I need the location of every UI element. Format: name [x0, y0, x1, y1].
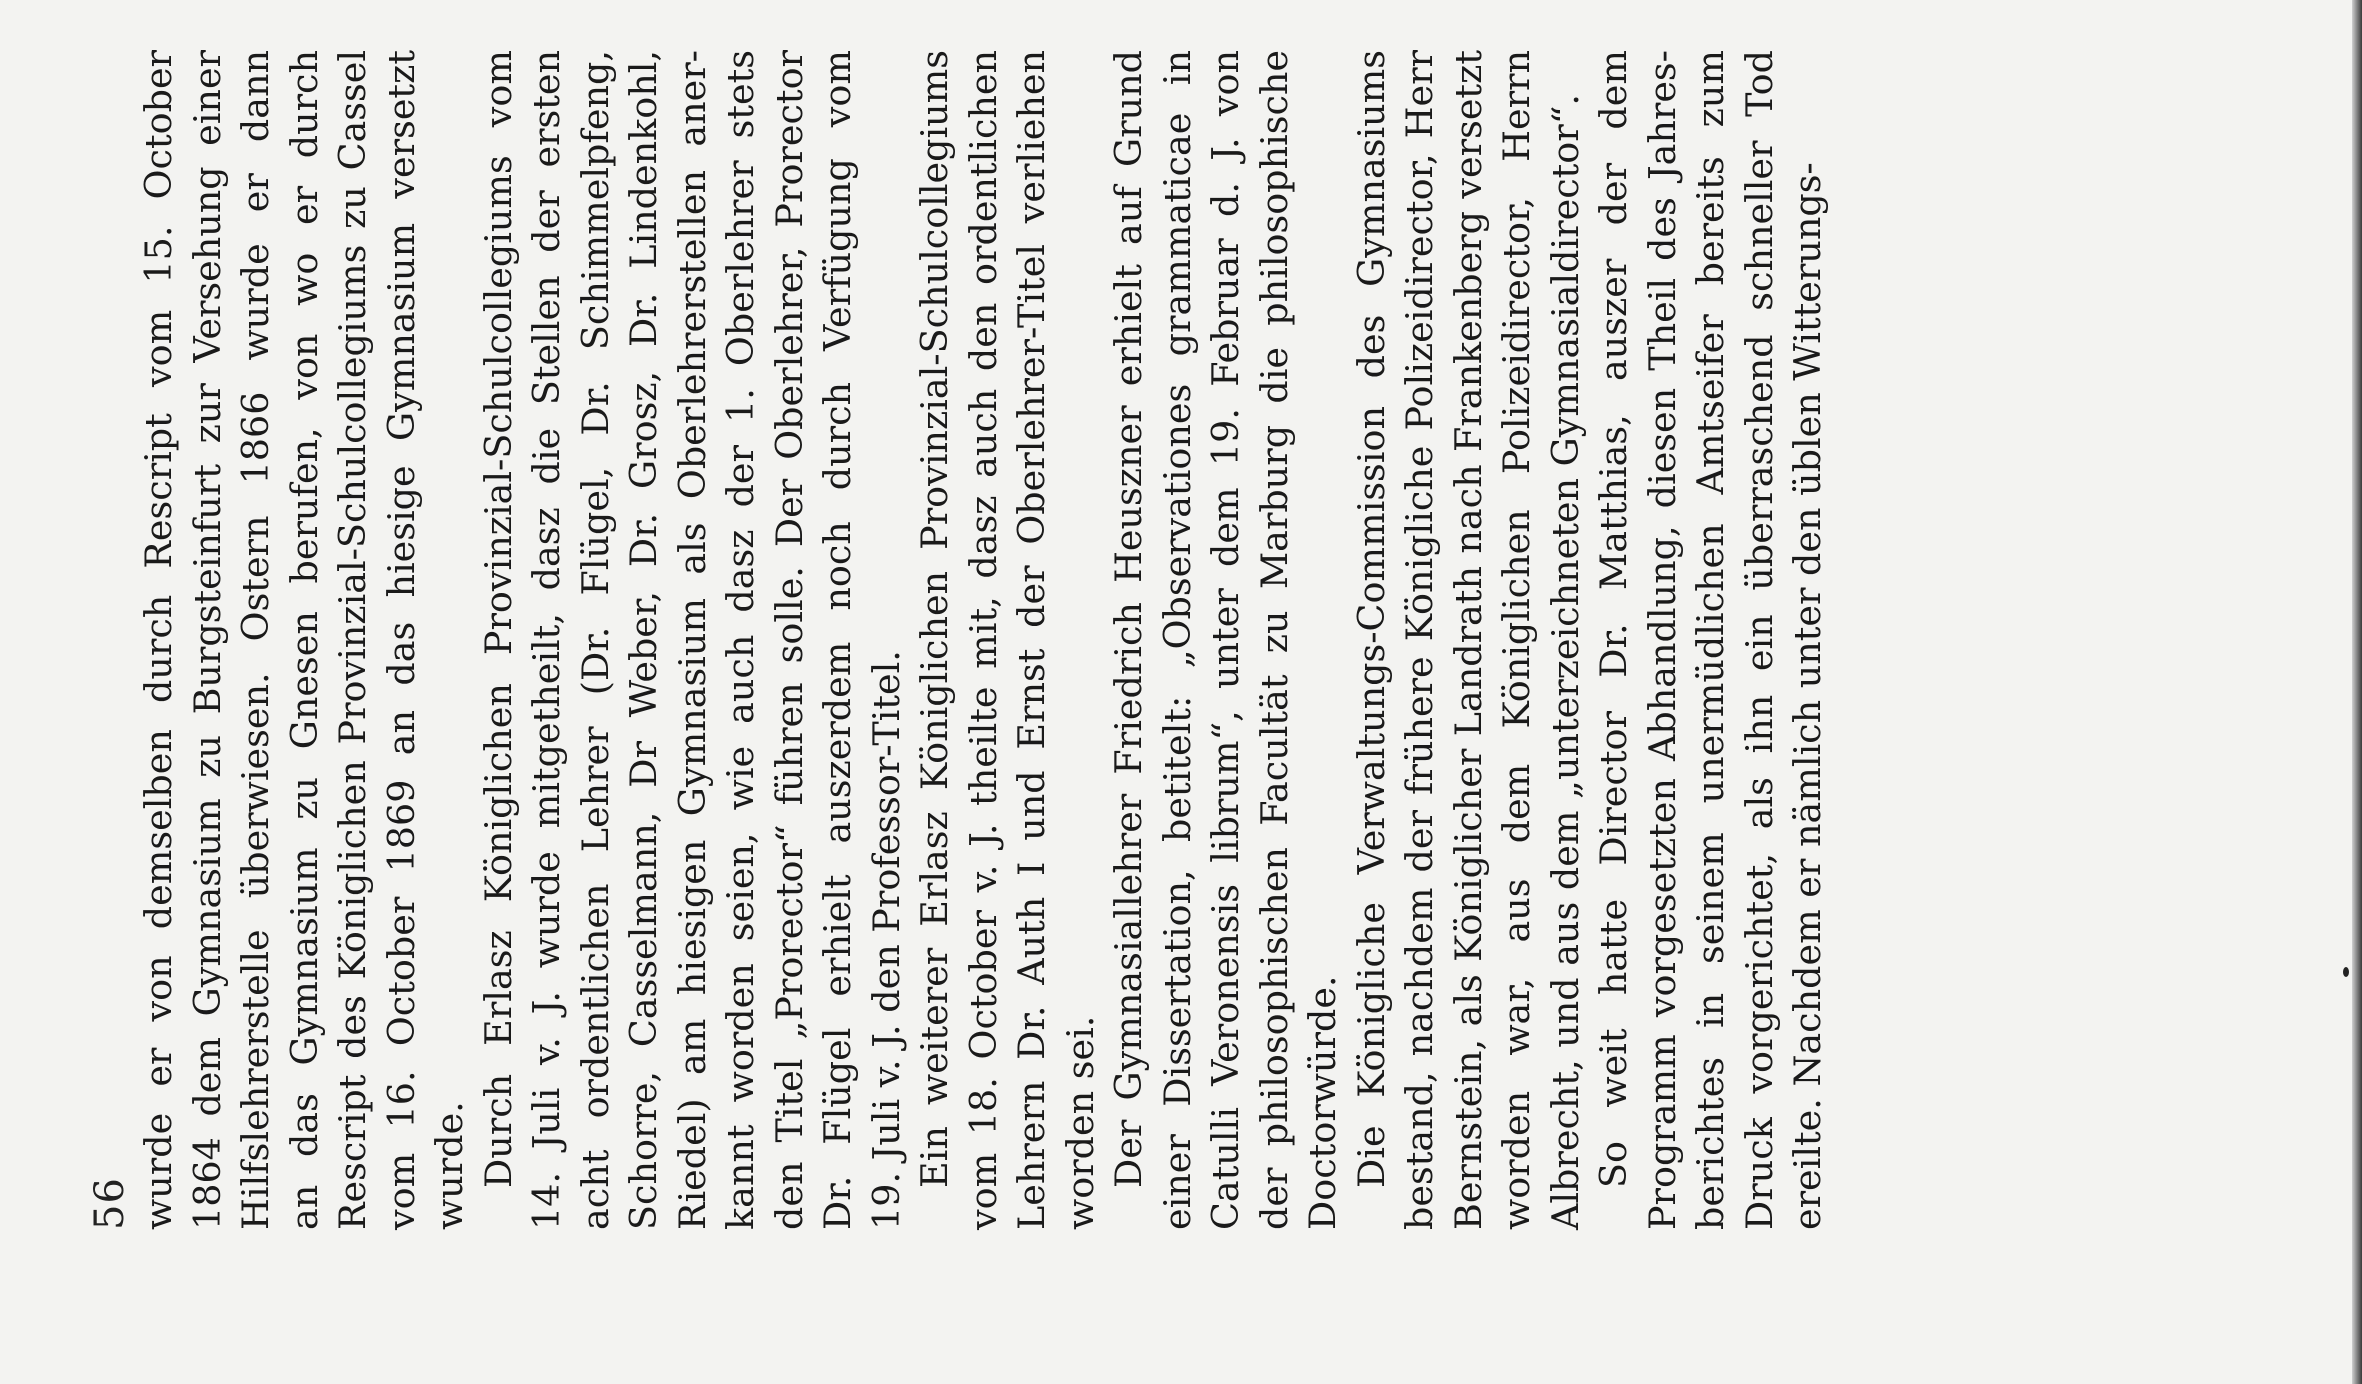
text-line: worden war, aus dem Königlichen Polizeidirector, Herrn — [1495, 50, 1538, 1230]
text-line: vom 18. October v. J. theilte mit, dasz auch den ordentlichen — [961, 50, 1005, 1230]
paragraph — [911, 50, 1105, 1230]
text-line: acht ordentlichen Lehrer (Dr. Flügel, Dr. Schimmelpfeng, — [573, 50, 617, 1230]
text-line: Ein weiterer Erlasz Königlichen Provinzial-Schulcollegiums — [913, 50, 956, 1188]
body-text — [135, 50, 1833, 1230]
page-number: 56 — [87, 1177, 133, 1230]
text-line: Druck vorgerichtet, als ihn ein überraschend schneller Tod — [1737, 50, 1781, 1230]
text-line: 19. Juli v. J. den Professor-Titel. — [864, 650, 908, 1230]
text-line: an das Gymnasium zu Gnesen berufen, von wo er durch — [282, 50, 326, 1230]
text-line: So weit hatte Director Dr. Matthias, auszer der dem — [1592, 50, 1635, 1188]
scanner-edge — [2352, 0, 2362, 1384]
paragraph — [135, 50, 475, 1230]
text-line: Catulli Veronensis librum“, unter dem 19. Februar d. J. von — [1204, 50, 1247, 1230]
text-line: einer Dissertation, betitelt: „Observationes grammaticae in — [1155, 50, 1199, 1230]
text-line: ereilte. Nachdem er nämlich unter den üblen Witterungs- — [1786, 162, 1829, 1230]
paragraph — [1105, 50, 1348, 1230]
text-line: Dr. Flügel erhielt auszerdem noch durch Verfügung vom — [816, 50, 859, 1230]
text-line: Doctorwürde. — [1301, 975, 1344, 1230]
text-line: Programm vorgesetzten Abhandlung, diesen Theil des Jahres- — [1640, 50, 1684, 1230]
text-line: Lehrern Dr. Auth I und Ernst der Oberlehrer-Titel verliehen — [1010, 50, 1053, 1230]
text-line: Der Gymnasiallehrer Friedrich Heuszner erhielt auf Grund — [1107, 50, 1150, 1188]
text-line: wurde er von demselben durch Rescript vom 15. October — [137, 50, 180, 1230]
text-line: Hilfslehrerstelle überwiesen. Ostern 1866 wurde er dann — [234, 50, 277, 1230]
text-line: Rescript des Königlichen Provinzial-Schulcollegiums zu Cassel — [331, 50, 374, 1230]
text-line: Albrecht, und aus dem „unterzeichneten Gymnasialdirector“. — [1543, 94, 1587, 1230]
text-line: der philosophischen Facultät zu Marburg die philosophische — [1252, 50, 1296, 1230]
paragraph — [1590, 50, 1833, 1230]
paragraph — [475, 50, 912, 1230]
text-line: berichtes in seinem unermüdlichen Amtseifer bereits zum — [1689, 50, 1732, 1230]
paragraph — [1348, 50, 1591, 1230]
text-line: bestand, nachdem der frühere Königliche Polizeidirector, Herr — [1398, 50, 1441, 1230]
text-line: Durch Erlasz Königlichen Provinzial-Schulcollegiums vom — [476, 50, 520, 1188]
rotated-book-page — [75, 50, 2065, 1230]
text-line: kannt worden seien, wie auch dasz der 1. Oberlehrer stets — [719, 50, 762, 1230]
text-line: Die Königliche Verwaltungs-Commission des Gymnasiums — [1349, 50, 1393, 1188]
text-line: wurde. — [428, 1101, 471, 1230]
dust-speck — [2343, 967, 2349, 977]
text-line: den Titel „Prorector“ führen solle. Der Oberlehrer, Prorector — [767, 50, 811, 1230]
text-line: vom 16. October 1869 an das hiesige Gymnasium versetzt — [379, 50, 423, 1230]
text-line: Riedel) am hiesigen Gymnasium als Oberlehrerstellen aner- — [670, 50, 714, 1230]
text-line: worden sei. — [1058, 1015, 1102, 1230]
text-line: 1864 dem Gymnasium zu Burgsteinfurt zur Versehung einer — [185, 50, 229, 1230]
text-line: Bernstein, als Königlicher Landrath nach Frankenberg versetzt — [1446, 50, 1490, 1230]
text-line: Schorre, Casselmann, Dr Weber, Dr. Grosz, Dr. Lindenkohl, — [622, 50, 665, 1230]
text-line: 14. Juli v. J. wurde mitgetheilt, dasz die Stellen der ersten — [525, 50, 568, 1230]
